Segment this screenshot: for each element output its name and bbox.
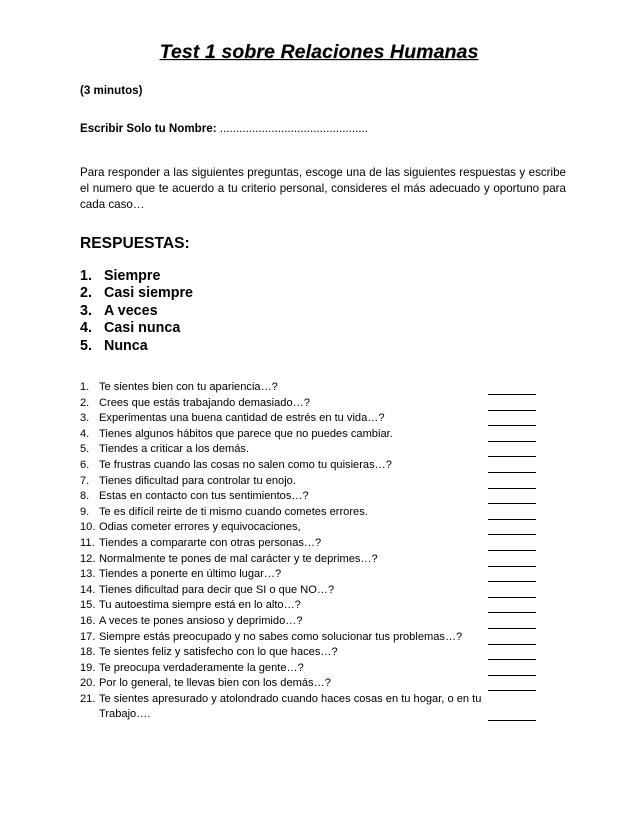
option-label: A veces	[104, 302, 158, 319]
answer-blank[interactable]	[488, 678, 536, 691]
question-text: Siempre estás preocupado y no sabes como solucionar tus problemas…?	[99, 630, 463, 643]
question-text: Crees que estás trabajando demasiado…?	[99, 396, 310, 409]
option-number: 5.	[80, 337, 92, 354]
question-number: 20.	[80, 677, 96, 690]
question-number: 4.	[80, 427, 90, 440]
question-number: 21.	[80, 692, 96, 705]
question-text: A veces te pones ansioso y deprimido…?	[99, 614, 303, 627]
option-number: 4.	[80, 320, 92, 337]
answer-blank[interactable]	[488, 444, 536, 457]
answer-blank[interactable]	[488, 569, 536, 582]
question-item	[80, 630, 540, 646]
question-item	[80, 411, 540, 427]
questions-list	[80, 380, 540, 722]
answer-blank[interactable]	[488, 507, 536, 520]
answer-option	[80, 338, 193, 355]
question-item	[80, 583, 540, 599]
answer-blank[interactable]	[488, 538, 536, 551]
option-number: 1.	[80, 268, 92, 284]
instructions-paragraph: Para responder a las siguientes preguntas, escoge una de las siguientes respuestas y escribe el numero que te acuerdo a tu criterio personal, consideres el más adecuado y oportuno para cada caso…	[80, 166, 566, 211]
answer-blank[interactable]	[488, 413, 536, 426]
question-item	[80, 552, 540, 568]
answer-options-list	[80, 268, 193, 355]
time-limit: (3 minutos)	[80, 84, 143, 97]
question-item	[80, 598, 540, 614]
answer-blank[interactable]	[488, 708, 536, 721]
question-item	[80, 474, 540, 490]
question-number: 18.	[80, 646, 96, 659]
question-item	[80, 536, 540, 552]
question-number: 19.	[80, 661, 96, 674]
question-item	[80, 567, 540, 583]
question-text: Tiendes a ponerte en último lugar…?	[99, 568, 282, 581]
question-text: Por lo general, te llevas bien con los demás…?	[99, 677, 331, 690]
question-text: Te preocupa verdaderamente la gente…?	[99, 661, 304, 674]
option-number: 2.	[80, 285, 92, 302]
question-number: 1.	[80, 381, 90, 393]
question-text: Tiendes a criticar a los demás.	[99, 443, 250, 456]
question-number: 13.	[80, 568, 96, 581]
name-label: Escribir Solo tu Nombre:	[80, 122, 217, 135]
question-number: 2.	[80, 396, 90, 409]
question-text: Tiendes a compararte con otras personas…?	[99, 536, 322, 549]
question-item	[80, 520, 540, 536]
answer-blank[interactable]	[488, 632, 536, 645]
option-label: Nunca	[104, 337, 148, 354]
document-title: Test 1 sobre Relaciones Humanas	[159, 41, 479, 63]
answer-blank[interactable]	[488, 616, 536, 629]
answer-blank[interactable]	[488, 429, 536, 442]
question-text: Te sientes bien con tu apariencia…?	[99, 381, 278, 393]
question-number: 15.	[80, 599, 96, 612]
answer-blank[interactable]	[488, 647, 536, 660]
question-number: 11.	[80, 536, 95, 549]
answer-blank[interactable]	[488, 585, 536, 598]
question-item	[80, 380, 540, 396]
answer-blank[interactable]	[488, 476, 536, 489]
question-text: Tienes algunos hábitos que parece que no puedes cambiar.	[99, 427, 393, 440]
question-item	[80, 614, 540, 630]
question-text: Tienes dificultad para decir que SI o que NO…?	[99, 583, 335, 596]
question-text: Estas en contacto con tus sentimientos…?	[99, 490, 309, 503]
question-text: Te sientes feliz y satisfecho con lo que haces…?	[99, 646, 338, 659]
question-number: 6.	[80, 458, 90, 471]
question-number: 14.	[80, 583, 96, 596]
answer-blank[interactable]	[488, 491, 536, 504]
question-text: Tienes dificultad para controlar tu enojo.	[99, 474, 296, 487]
question-item	[80, 427, 540, 443]
answer-blank[interactable]	[488, 600, 536, 613]
option-label: Casi nunca	[104, 320, 181, 337]
question-number: 5.	[80, 443, 90, 456]
question-number: 10.	[80, 521, 96, 534]
question-item	[80, 505, 540, 521]
answer-blank[interactable]	[488, 460, 536, 473]
question-text: Experimentas una buena cantidad de estrés en tu vida…?	[99, 412, 385, 425]
question-item	[80, 692, 540, 722]
option-label: Siempre	[104, 268, 161, 284]
question-item	[80, 489, 540, 505]
question-item	[80, 676, 540, 692]
option-label: Casi siempre	[104, 285, 194, 302]
answer-option	[80, 285, 193, 302]
question-number: 16.	[80, 614, 96, 627]
option-number: 3.	[80, 302, 92, 319]
question-number: 12.	[80, 552, 96, 565]
question-text: Te es difícil reirte de ti mismo cuando cometes errores.	[99, 505, 368, 518]
name-blank-dots: ..............................................	[216, 122, 368, 135]
question-text: Tu autoestima siempre está en lo alto…?	[99, 599, 301, 612]
question-number: 7.	[80, 474, 90, 487]
question-item	[80, 458, 540, 474]
question-item	[80, 396, 540, 412]
question-number: 9.	[80, 505, 90, 518]
name-field	[80, 122, 368, 135]
question-item	[80, 442, 540, 458]
answer-blank[interactable]	[488, 382, 536, 395]
question-text: Odias cometer errores y equivocaciones,	[99, 521, 301, 534]
question-text: Normalmente te pones de mal carácter y te deprimes…?	[99, 552, 378, 565]
question-item	[80, 645, 540, 661]
answer-blank[interactable]	[488, 663, 536, 676]
question-number: 8.	[80, 490, 90, 503]
answer-blank[interactable]	[488, 554, 536, 567]
question-number: 17.	[80, 630, 96, 643]
answer-option	[80, 303, 193, 320]
question-number: 3.	[80, 412, 90, 425]
answer-blank[interactable]	[488, 522, 536, 535]
question-text: Te sientes apresurado y atolondrado cuando haces cosas en tu hogar, o en tu Trabajo….	[99, 692, 482, 720]
question-text: Te frustras cuando las cosas no salen como tu quisieras…?	[99, 458, 392, 471]
answer-option	[80, 268, 193, 285]
question-item	[80, 661, 540, 677]
answer-blank[interactable]	[488, 398, 536, 411]
answers-heading: RESPUESTAS:	[80, 235, 190, 252]
answer-option	[80, 320, 193, 337]
